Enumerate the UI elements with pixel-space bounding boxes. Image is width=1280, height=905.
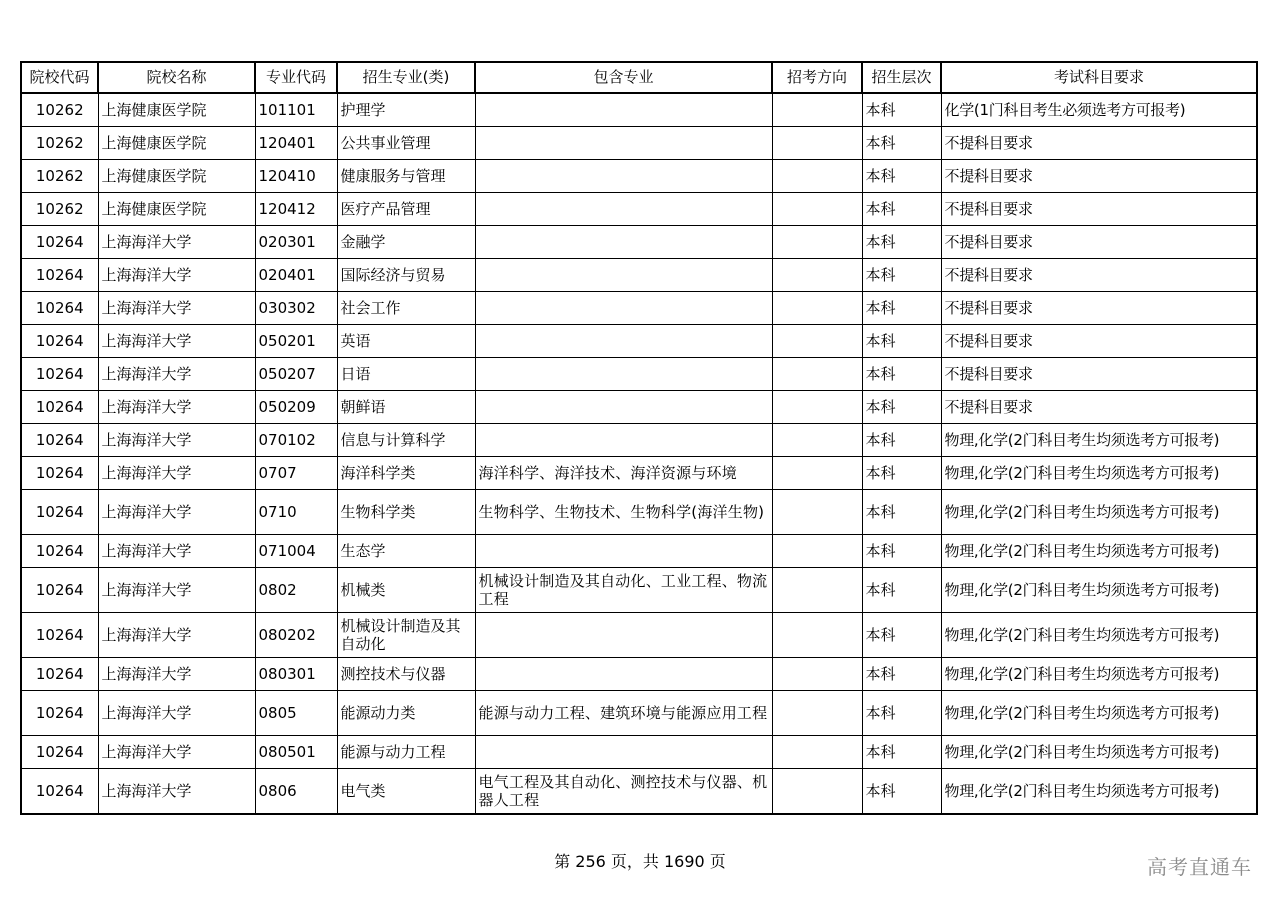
- cell-requirement: 不提科目要求: [941, 292, 1257, 325]
- cell-school-code: 10264: [21, 736, 98, 769]
- cell-included: 生物科学、生物技术、生物科学(海洋生物): [475, 490, 772, 535]
- cell-level: 本科: [862, 424, 941, 457]
- col-header-school-code: 院校代码: [21, 62, 98, 93]
- cell-school-code: 10264: [21, 691, 98, 736]
- cell-level: 本科: [862, 736, 941, 769]
- col-header-level: 招生层次: [862, 62, 941, 93]
- col-header-major-code: 专业代码: [255, 62, 337, 93]
- cell-included: [475, 93, 772, 127]
- cell-requirement: 物理,化学(2门科目考生均须选考方可报考): [941, 535, 1257, 568]
- cell-major: 机械设计制造及其自动化: [337, 613, 475, 658]
- cell-school-name: 上海健康医学院: [98, 127, 255, 160]
- cell-requirement: 不提科目要求: [941, 358, 1257, 391]
- cell-requirement: 不提科目要求: [941, 325, 1257, 358]
- cell-level: 本科: [862, 160, 941, 193]
- cell-major: 英语: [337, 325, 475, 358]
- cell-school-name: 上海海洋大学: [98, 457, 255, 490]
- cell-requirement: 物理,化学(2门科目考生均须选考方可报考): [941, 658, 1257, 691]
- cell-school-name: 上海海洋大学: [98, 226, 255, 259]
- table-row: [21, 769, 1257, 815]
- cell-school-name: 上海海洋大学: [98, 691, 255, 736]
- cell-included: [475, 391, 772, 424]
- cell-school-name: 上海健康医学院: [98, 193, 255, 226]
- cell-requirement: 物理,化学(2门科目考生均须选考方可报考): [941, 769, 1257, 815]
- cell-direction: [772, 93, 862, 127]
- table-row: [21, 193, 1257, 226]
- table-row: [21, 325, 1257, 358]
- cell-requirement: 不提科目要求: [941, 259, 1257, 292]
- cell-school-name: 上海海洋大学: [98, 613, 255, 658]
- cell-school-code: 10264: [21, 535, 98, 568]
- cell-major: 能源与动力工程: [337, 736, 475, 769]
- col-header-included: 包含专业: [475, 62, 772, 93]
- cell-school-name: 上海海洋大学: [98, 736, 255, 769]
- cell-school-name: 上海海洋大学: [98, 769, 255, 815]
- cell-major-code: 071004: [255, 535, 337, 568]
- cell-major-code: 120412: [255, 193, 337, 226]
- cell-school-code: 10264: [21, 613, 98, 658]
- cell-school-name: 上海海洋大学: [98, 658, 255, 691]
- cell-major: 国际经济与贸易: [337, 259, 475, 292]
- cell-major-code: 101101: [255, 93, 337, 127]
- cell-included: 机械设计制造及其自动化、工业工程、物流工程: [475, 568, 772, 613]
- cell-major-code: 080501: [255, 736, 337, 769]
- cell-major-code: 0806: [255, 769, 337, 815]
- table-row: [21, 127, 1257, 160]
- cell-requirement: 化学(1门科目考生必须选考方可报考): [941, 93, 1257, 127]
- table-row: [21, 490, 1257, 535]
- cell-level: 本科: [862, 226, 941, 259]
- cell-school-name: 上海海洋大学: [98, 325, 255, 358]
- cell-level: 本科: [862, 691, 941, 736]
- cell-included: [475, 658, 772, 691]
- cell-major: 机械类: [337, 568, 475, 613]
- table-row: [21, 691, 1257, 736]
- table-body: [21, 93, 1257, 814]
- cell-school-code: 10264: [21, 424, 98, 457]
- cell-major-code: 0707: [255, 457, 337, 490]
- cell-major: 测控技术与仪器: [337, 658, 475, 691]
- col-header-school-name: 院校名称: [98, 62, 255, 93]
- table-row: [21, 424, 1257, 457]
- cell-included: [475, 535, 772, 568]
- cell-included: [475, 160, 772, 193]
- cell-requirement: 不提科目要求: [941, 226, 1257, 259]
- cell-major: 海洋科学类: [337, 457, 475, 490]
- cell-school-name: 上海健康医学院: [98, 93, 255, 127]
- cell-requirement: 不提科目要求: [941, 193, 1257, 226]
- cell-school-code: 10262: [21, 93, 98, 127]
- cell-direction: [772, 325, 862, 358]
- table-row: [21, 568, 1257, 613]
- cell-major: 公共事业管理: [337, 127, 475, 160]
- cell-direction: [772, 613, 862, 658]
- cell-requirement: 物理,化学(2门科目考生均须选考方可报考): [941, 691, 1257, 736]
- cell-included: 海洋科学、海洋技术、海洋资源与环境: [475, 457, 772, 490]
- cell-level: 本科: [862, 490, 941, 535]
- cell-school-code: 10262: [21, 193, 98, 226]
- cell-level: 本科: [862, 259, 941, 292]
- table-row: [21, 736, 1257, 769]
- cell-major-code: 120410: [255, 160, 337, 193]
- cell-school-name: 上海海洋大学: [98, 568, 255, 613]
- cell-requirement: 不提科目要求: [941, 160, 1257, 193]
- cell-requirement: 物理,化学(2门科目考生均须选考方可报考): [941, 457, 1257, 490]
- cell-included: [475, 127, 772, 160]
- cell-school-code: 10264: [21, 358, 98, 391]
- cell-major-code: 120401: [255, 127, 337, 160]
- cell-included: [475, 226, 772, 259]
- cell-school-code: 10264: [21, 292, 98, 325]
- cell-requirement: 物理,化学(2门科目考生均须选考方可报考): [941, 490, 1257, 535]
- cell-included: [475, 292, 772, 325]
- cell-included: [475, 358, 772, 391]
- admissions-table: [20, 61, 1258, 815]
- cell-school-name: 上海海洋大学: [98, 424, 255, 457]
- cell-major-code: 030302: [255, 292, 337, 325]
- table-row: [21, 259, 1257, 292]
- cell-direction: [772, 736, 862, 769]
- cell-included: 电气工程及其自动化、测控技术与仪器、机器人工程: [475, 769, 772, 815]
- cell-major-code: 070102: [255, 424, 337, 457]
- cell-major-code: 080301: [255, 658, 337, 691]
- cell-major-code: 020301: [255, 226, 337, 259]
- cell-major-code: 050209: [255, 391, 337, 424]
- cell-school-name: 上海健康医学院: [98, 160, 255, 193]
- cell-major-code: 050207: [255, 358, 337, 391]
- cell-direction: [772, 424, 862, 457]
- table-row: [21, 160, 1257, 193]
- cell-included: [475, 424, 772, 457]
- cell-major-code: 0710: [255, 490, 337, 535]
- cell-school-name: 上海海洋大学: [98, 391, 255, 424]
- cell-included: [475, 193, 772, 226]
- cell-school-name: 上海海洋大学: [98, 292, 255, 325]
- cell-school-code: 10264: [21, 769, 98, 815]
- page-number: 第 256 页，共 1690 页: [554, 852, 726, 871]
- cell-level: 本科: [862, 292, 941, 325]
- table-header-row: [21, 62, 1257, 93]
- cell-major: 日语: [337, 358, 475, 391]
- watermark: 高考直通车: [1147, 855, 1252, 879]
- cell-direction: [772, 535, 862, 568]
- cell-level: 本科: [862, 391, 941, 424]
- cell-level: 本科: [862, 658, 941, 691]
- cell-level: 本科: [862, 535, 941, 568]
- cell-major-code: 0805: [255, 691, 337, 736]
- cell-included: [475, 736, 772, 769]
- table-row: [21, 613, 1257, 658]
- cell-major: 生态学: [337, 535, 475, 568]
- cell-level: 本科: [862, 325, 941, 358]
- cell-major: 社会工作: [337, 292, 475, 325]
- cell-included: [475, 259, 772, 292]
- table-row: [21, 358, 1257, 391]
- cell-school-code: 10264: [21, 490, 98, 535]
- table-row: [21, 226, 1257, 259]
- cell-level: 本科: [862, 457, 941, 490]
- col-header-major: 招生专业(类): [337, 62, 475, 93]
- cell-level: 本科: [862, 193, 941, 226]
- cell-major-code: 0802: [255, 568, 337, 613]
- table-row: [21, 535, 1257, 568]
- cell-direction: [772, 358, 862, 391]
- cell-school-name: 上海海洋大学: [98, 259, 255, 292]
- table-row: [21, 457, 1257, 490]
- cell-level: 本科: [862, 613, 941, 658]
- cell-direction: [772, 490, 862, 535]
- cell-major: 生物科学类: [337, 490, 475, 535]
- cell-school-code: 10262: [21, 160, 98, 193]
- col-header-requirement: 考试科目要求: [941, 62, 1257, 93]
- cell-school-name: 上海海洋大学: [98, 490, 255, 535]
- cell-school-code: 10264: [21, 391, 98, 424]
- cell-direction: [772, 568, 862, 613]
- cell-school-code: 10264: [21, 457, 98, 490]
- cell-direction: [772, 259, 862, 292]
- cell-direction: [772, 127, 862, 160]
- cell-included: [475, 613, 772, 658]
- cell-direction: [772, 769, 862, 815]
- cell-school-code: 10264: [21, 226, 98, 259]
- cell-requirement: 物理,化学(2门科目考生均须选考方可报考): [941, 613, 1257, 658]
- cell-major: 护理学: [337, 93, 475, 127]
- cell-school-code: 10264: [21, 568, 98, 613]
- table-row: [21, 658, 1257, 691]
- cell-direction: [772, 193, 862, 226]
- cell-requirement: 物理,化学(2门科目考生均须选考方可报考): [941, 568, 1257, 613]
- cell-level: 本科: [862, 568, 941, 613]
- cell-school-code: 10264: [21, 325, 98, 358]
- cell-level: 本科: [862, 769, 941, 815]
- cell-school-name: 上海海洋大学: [98, 358, 255, 391]
- cell-direction: [772, 292, 862, 325]
- table-row: [21, 93, 1257, 127]
- cell-major: 医疗产品管理: [337, 193, 475, 226]
- cell-major-code: 020401: [255, 259, 337, 292]
- cell-level: 本科: [862, 93, 941, 127]
- col-header-direction: 招考方向: [772, 62, 862, 93]
- cell-direction: [772, 457, 862, 490]
- cell-level: 本科: [862, 358, 941, 391]
- cell-requirement: 不提科目要求: [941, 391, 1257, 424]
- cell-requirement: 物理,化学(2门科目考生均须选考方可报考): [941, 424, 1257, 457]
- cell-major-code: 080202: [255, 613, 337, 658]
- cell-major: 能源动力类: [337, 691, 475, 736]
- cell-direction: [772, 226, 862, 259]
- cell-included: [475, 325, 772, 358]
- cell-level: 本科: [862, 127, 941, 160]
- cell-requirement: 不提科目要求: [941, 127, 1257, 160]
- cell-requirement: 物理,化学(2门科目考生均须选考方可报考): [941, 736, 1257, 769]
- cell-direction: [772, 691, 862, 736]
- table-row: [21, 391, 1257, 424]
- cell-school-code: 10264: [21, 658, 98, 691]
- cell-direction: [772, 391, 862, 424]
- cell-school-name: 上海海洋大学: [98, 535, 255, 568]
- cell-major: 电气类: [337, 769, 475, 815]
- cell-direction: [772, 160, 862, 193]
- cell-school-code: 10264: [21, 259, 98, 292]
- cell-school-code: 10262: [21, 127, 98, 160]
- cell-major: 朝鲜语: [337, 391, 475, 424]
- cell-major: 金融学: [337, 226, 475, 259]
- cell-major: 健康服务与管理: [337, 160, 475, 193]
- cell-direction: [772, 658, 862, 691]
- cell-included: 能源与动力工程、建筑环境与能源应用工程: [475, 691, 772, 736]
- table-row: [21, 292, 1257, 325]
- cell-major: 信息与计算科学: [337, 424, 475, 457]
- cell-major-code: 050201: [255, 325, 337, 358]
